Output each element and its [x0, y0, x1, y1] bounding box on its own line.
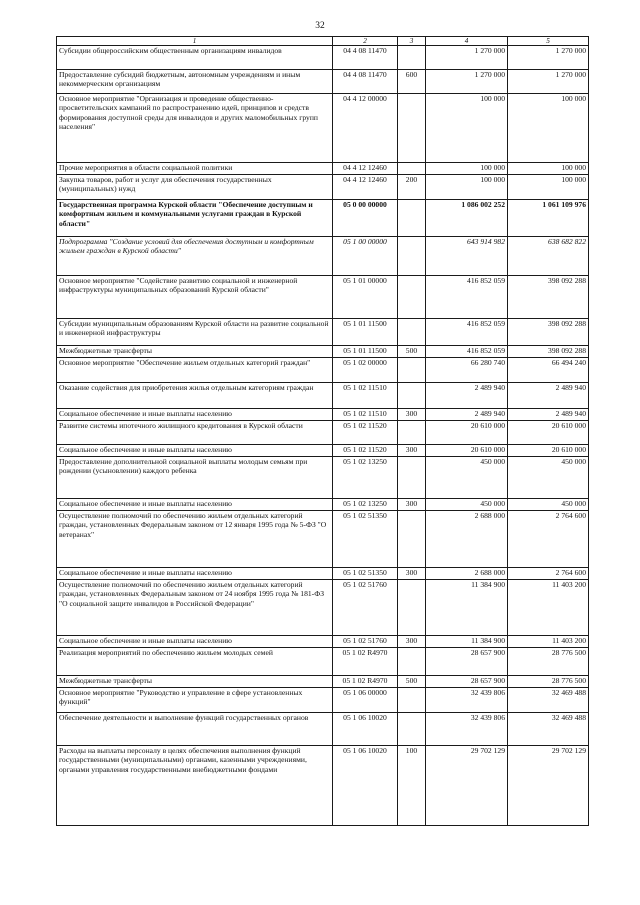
amount-year2-cell: 1 270 000: [508, 46, 589, 70]
amount-year1-cell: 11 384 900: [426, 580, 508, 636]
amount-year1-cell: 100 000: [426, 175, 508, 200]
column-header-row: [57, 37, 589, 46]
expense-name-cell: Социальное обеспечение и иные выплаты населению: [57, 445, 333, 457]
program-code-cell: 04 4 08 11470: [333, 46, 398, 70]
expense-name-cell: Межбюджетные трансферты: [57, 676, 333, 688]
program-code-cell: 05 1 02 51350: [333, 511, 398, 568]
amount-year1-cell: 416 852 059: [426, 346, 508, 358]
column-header-4: 4: [426, 37, 508, 46]
table-row: [57, 46, 589, 70]
expense-type-cell: [398, 648, 426, 676]
expense-type-cell: [398, 237, 426, 276]
amount-year1-cell: 1 086 002 252: [426, 200, 508, 237]
amount-year2-cell: 100 000: [508, 163, 589, 175]
expense-type-cell: 100: [398, 746, 426, 826]
table-row: [57, 70, 589, 94]
expense-type-cell: [398, 383, 426, 409]
amount-year1-cell: 66 280 740: [426, 358, 508, 383]
amount-year1-cell: 2 489 940: [426, 383, 508, 409]
column-header-2: 2: [333, 37, 398, 46]
expense-name-cell: Закупка товаров, работ и услуг для обеспечения государственных (муниципальных) нужд: [57, 175, 333, 200]
amount-year2-cell: 100 000: [508, 94, 589, 163]
amount-year1-cell: 20 610 000: [426, 445, 508, 457]
amount-year2-cell: 11 403 200: [508, 636, 589, 648]
amount-year2-cell: 2 764 600: [508, 511, 589, 568]
expense-name-cell: Предоставление субсидий бюджетным, автономным учреждениям и иным некоммерческим организациям: [57, 70, 333, 94]
amount-year1-cell: 2 688 000: [426, 511, 508, 568]
table-row: [57, 746, 589, 826]
program-code-cell: 05 1 01 00000: [333, 276, 398, 319]
table-row: [57, 200, 589, 237]
column-header-1: 1: [57, 37, 333, 46]
amount-year2-cell: 398 092 288: [508, 276, 589, 319]
expense-type-cell: 300: [398, 445, 426, 457]
amount-year2-cell: 20 610 000: [508, 421, 589, 445]
expense-name-cell: Межбюджетные трансферты: [57, 346, 333, 358]
amount-year2-cell: 398 092 288: [508, 319, 589, 346]
amount-year2-cell: 32 469 488: [508, 688, 589, 713]
expense-name-cell: Государственная программа Курской области "Обеспечение доступным и комфортным жильем и коммунальными услугами граждан в Курской области": [57, 200, 333, 237]
amount-year1-cell: 1 270 000: [426, 70, 508, 94]
table-row: [57, 511, 589, 568]
table-row: [57, 346, 589, 358]
amount-year1-cell: 28 657 900: [426, 648, 508, 676]
table-row: [57, 358, 589, 383]
expense-name-cell: Основное мероприятие "Содействие развитию социальной и инженерной инфраструктуры муниципальных образований Курской области": [57, 276, 333, 319]
table-row: [57, 676, 589, 688]
table-row: [57, 383, 589, 409]
budget-table: [56, 36, 589, 826]
expense-type-cell: [398, 580, 426, 636]
program-code-cell: 05 1 02 00000: [333, 358, 398, 383]
expense-name-cell: Основное мероприятие "Организация и проведение общественно-просветительских кампаний по распространению идей, принципов и средств формирования доступной среды для инвалидов и других маломобильных групп населения": [57, 94, 333, 163]
amount-year1-cell: 416 852 059: [426, 319, 508, 346]
expense-type-cell: [398, 688, 426, 713]
table-row: [57, 568, 589, 580]
column-header-5: 5: [508, 37, 589, 46]
table-row: [57, 421, 589, 445]
expense-name-cell: Основное мероприятие "Руководство и управление в сфере установленных функций": [57, 688, 333, 713]
table-row: [57, 445, 589, 457]
amount-year2-cell: 2 489 940: [508, 383, 589, 409]
amount-year2-cell: 28 776 500: [508, 676, 589, 688]
amount-year2-cell: 2 764 600: [508, 568, 589, 580]
amount-year1-cell: 20 610 000: [426, 421, 508, 445]
program-code-cell: 05 1 02 51760: [333, 580, 398, 636]
expense-type-cell: 500: [398, 676, 426, 688]
amount-year2-cell: 29 702 129: [508, 746, 589, 826]
amount-year1-cell: 2 688 000: [426, 568, 508, 580]
amount-year1-cell: 32 439 806: [426, 688, 508, 713]
expense-type-cell: 600: [398, 70, 426, 94]
program-code-cell: 05 1 02 51350: [333, 568, 398, 580]
amount-year1-cell: 29 702 129: [426, 746, 508, 826]
table-row: [57, 319, 589, 346]
expense-type-cell: [398, 511, 426, 568]
expense-name-cell: Основное мероприятие "Обеспечение жильем отдельных категорий граждан": [57, 358, 333, 383]
expense-type-cell: [398, 421, 426, 445]
expense-name-cell: Осуществление полномочий по обеспечению жильем отдельных категорий граждан, установленных Федеральным законом от 24 ноября 1995 года № 181-ФЗ "О социальной защите инвалидов в Российской Федерации": [57, 580, 333, 636]
amount-year2-cell: 100 000: [508, 175, 589, 200]
program-code-cell: 05 1 02 11510: [333, 409, 398, 421]
expense-name-cell: Социальное обеспечение и иные выплаты населению: [57, 568, 333, 580]
amount-year1-cell: 450 000: [426, 499, 508, 511]
expense-name-cell: Субсидии муниципальным образованиям Курской области на развитие социальной и инженерной инфраструктуры: [57, 319, 333, 346]
expense-name-cell: Оказание содействия для приобретения жилья отдельным категориям граждан: [57, 383, 333, 409]
expense-name-cell: Социальное обеспечение и иные выплаты населению: [57, 499, 333, 511]
amount-year1-cell: 416 852 059: [426, 276, 508, 319]
expense-type-cell: 200: [398, 175, 426, 200]
expense-name-cell: Обеспечение деятельности и выполнение функций государственных органов: [57, 713, 333, 746]
expense-name-cell: Социальное обеспечение и иные выплаты населению: [57, 409, 333, 421]
expense-name-cell: Расходы на выплаты персоналу в целях обеспечения выполнения функций государственными (муниципальными) органами, казенными учреждениями, органами управления государственными внебюджетными фондами: [57, 746, 333, 826]
program-code-cell: 05 1 00 00000: [333, 237, 398, 276]
amount-year2-cell: 2 489 940: [508, 409, 589, 421]
amount-year2-cell: 398 092 288: [508, 346, 589, 358]
table-row: [57, 163, 589, 175]
amount-year1-cell: 1 270 000: [426, 46, 508, 70]
program-code-cell: 05 1 06 10020: [333, 713, 398, 746]
amount-year2-cell: 450 000: [508, 499, 589, 511]
amount-year1-cell: 11 384 900: [426, 636, 508, 648]
expense-type-cell: 300: [398, 409, 426, 421]
amount-year2-cell: 1 270 000: [508, 70, 589, 94]
program-code-cell: 05 1 06 10020: [333, 746, 398, 826]
expense-name-cell: Предоставление дополнительной социальной выплаты молодым семьям при рождении (усыновлении) каждого ребенка: [57, 457, 333, 499]
program-code-cell: 04 4 12 12460: [333, 175, 398, 200]
expense-type-cell: [398, 200, 426, 237]
program-code-cell: 05 1 02 13250: [333, 499, 398, 511]
expense-type-cell: [398, 163, 426, 175]
program-code-cell: 05 1 02 11520: [333, 421, 398, 445]
table-row: [57, 713, 589, 746]
program-code-cell: 05 1 02 13250: [333, 457, 398, 499]
program-code-cell: 05 1 02 11510: [333, 383, 398, 409]
amount-year1-cell: 100 000: [426, 94, 508, 163]
expense-type-cell: [398, 713, 426, 746]
expense-name-cell: Прочие мероприятия в области социальной политики: [57, 163, 333, 175]
expense-name-cell: Осуществление полномочий по обеспечению жильем отдельных категорий граждан, установленных Федеральным законом от 12 января 1995 года № 5-ФЗ "О ветеранах": [57, 511, 333, 568]
expense-name-cell: Реализация мероприятий по обеспечению жильем молодых семей: [57, 648, 333, 676]
program-code-cell: 05 1 01 11500: [333, 346, 398, 358]
expense-type-cell: 300: [398, 636, 426, 648]
program-code-cell: 05 1 06 00000: [333, 688, 398, 713]
expense-name-cell: Социальное обеспечение и иные выплаты населению: [57, 636, 333, 648]
program-code-cell: 05 1 02 R4970: [333, 676, 398, 688]
amount-year2-cell: 450 000: [508, 457, 589, 499]
table-row: [57, 648, 589, 676]
program-code-cell: 05 1 02 R4970: [333, 648, 398, 676]
amount-year1-cell: 643 914 982: [426, 237, 508, 276]
amount-year2-cell: 28 776 500: [508, 648, 589, 676]
table-row: [57, 499, 589, 511]
table-row: [57, 636, 589, 648]
amount-year2-cell: 11 403 200: [508, 580, 589, 636]
amount-year1-cell: 2 489 940: [426, 409, 508, 421]
amount-year2-cell: 638 682 822: [508, 237, 589, 276]
program-code-cell: 05 1 02 11520: [333, 445, 398, 457]
amount-year1-cell: 28 657 900: [426, 676, 508, 688]
expense-type-cell: [398, 46, 426, 70]
amount-year2-cell: 1 061 109 976: [508, 200, 589, 237]
program-code-cell: 05 1 02 51760: [333, 636, 398, 648]
table-row: [57, 276, 589, 319]
expense-type-cell: 300: [398, 499, 426, 511]
amount-year2-cell: 20 610 000: [508, 445, 589, 457]
amount-year2-cell: 32 469 488: [508, 713, 589, 746]
expense-type-cell: [398, 276, 426, 319]
expense-type-cell: [398, 358, 426, 383]
amount-year1-cell: 100 000: [426, 163, 508, 175]
program-code-cell: 05 0 00 00000: [333, 200, 398, 237]
table-row: [57, 237, 589, 276]
table-row: [57, 94, 589, 163]
expense-name-cell: Подпрограмма "Создание условий для обеспечения доступным и комфортным жильем граждан в Курской области": [57, 237, 333, 276]
expense-type-cell: 500: [398, 346, 426, 358]
table-row: [57, 175, 589, 200]
page-number: 32: [315, 21, 325, 31]
column-header-3: 3: [398, 37, 426, 46]
amount-year2-cell: 66 494 240: [508, 358, 589, 383]
expense-name-cell: Субсидии общероссийским общественным организациям инвалидов: [57, 46, 333, 70]
program-code-cell: 05 1 01 11500: [333, 319, 398, 346]
expense-type-cell: [398, 457, 426, 499]
table-row: [57, 580, 589, 636]
table-row: [57, 457, 589, 499]
expense-type-cell: 300: [398, 568, 426, 580]
table-row: [57, 409, 589, 421]
program-code-cell: 04 4 12 12460: [333, 163, 398, 175]
expense-name-cell: Развитие системы ипотечного жилищного кредитования в Курской области: [57, 421, 333, 445]
amount-year1-cell: 450 000: [426, 457, 508, 499]
program-code-cell: 04 4 12 00000: [333, 94, 398, 163]
expense-type-cell: [398, 94, 426, 163]
amount-year1-cell: 32 439 806: [426, 713, 508, 746]
program-code-cell: 04 4 08 11470: [333, 70, 398, 94]
expense-type-cell: [398, 319, 426, 346]
table-row: [57, 688, 589, 713]
